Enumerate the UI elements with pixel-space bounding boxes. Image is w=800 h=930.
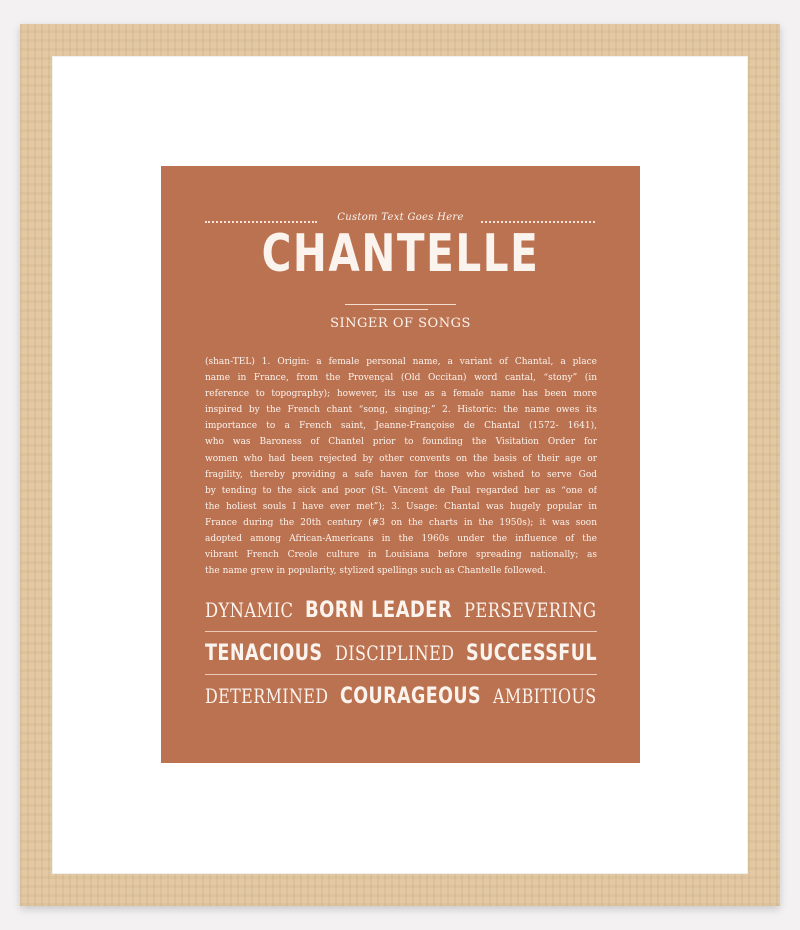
trait-word: DYNAMIC (205, 598, 294, 622)
definition-line: the name grew in popularity, stylized spellings such as Chantelle followed. (205, 566, 546, 576)
trait-word: SUCCESSFUL (465, 641, 597, 666)
title-rule-short (373, 309, 428, 310)
trait-word: DETERMINED (205, 684, 329, 708)
trait-row (205, 684, 597, 709)
trait-word: AMBITIOUS (493, 684, 597, 708)
name-definition (205, 354, 597, 576)
dotted-divider-right (481, 221, 595, 223)
definition-line: adopted among African-Americans in the 1960s under the influence of the (205, 534, 597, 545)
definition-line: reference to topography); however, its use as a female name has been more (205, 389, 597, 400)
trait-word: TENACIOUS (205, 641, 323, 666)
name-title: CHANTELLE (261, 224, 540, 284)
trait-word: DISCIPLINED (334, 641, 454, 665)
trait-row (205, 641, 597, 666)
definition-line: inspired by the French chant “song, singing;” 2. Historic: the name owes its (205, 405, 597, 416)
definition-line: by tending to the sick and poor (St. Vincent de Paul regarded her as “one of (205, 485, 597, 496)
picture-frame (20, 24, 780, 906)
definition-line: (shan-TEL) 1. Origin: a female personal name, a variant of Chantal, a place (205, 357, 597, 367)
definition-line: importance to a French saint, Jeanne-Françoise de Chantal (1572- 1641), (205, 421, 597, 432)
title-rule-long (345, 304, 456, 305)
trait-divider (205, 674, 597, 675)
trait-divider (205, 631, 597, 632)
custom-text: Custom Text Goes Here (337, 212, 464, 223)
trait-word: BORN LEADER (305, 598, 453, 623)
definition-line: who was Baroness of Chantel prior to founding the Visitation Order for (205, 437, 597, 448)
trait-row (205, 598, 597, 623)
trait-word: PERSEVERING (464, 598, 597, 622)
mat-board (52, 56, 748, 874)
trait-word: COURAGEOUS (340, 684, 482, 709)
definition-line: women who had been rejected by other convents on the basis of their age or (205, 453, 597, 464)
name-art-print (161, 166, 640, 763)
name-meaning: SINGER OF SONGS (330, 316, 471, 331)
definition-line: France during the 20th century (#3 on the charts in the 1950s); it was soon (205, 517, 597, 528)
definition-line: fragility, thereby providing a safe haven for those who wished to serve God (205, 469, 597, 480)
definition-line: name in France, from the Provençal (Old Occitan) word cantal, “stony” (in (205, 373, 597, 384)
definition-line: vibrant French Creole culture in Louisiana before spreading nationally; as (205, 550, 597, 561)
definition-line: the holiest souls I have ever met”); 3. Usage: Chantal was hugely popular in (205, 501, 597, 512)
